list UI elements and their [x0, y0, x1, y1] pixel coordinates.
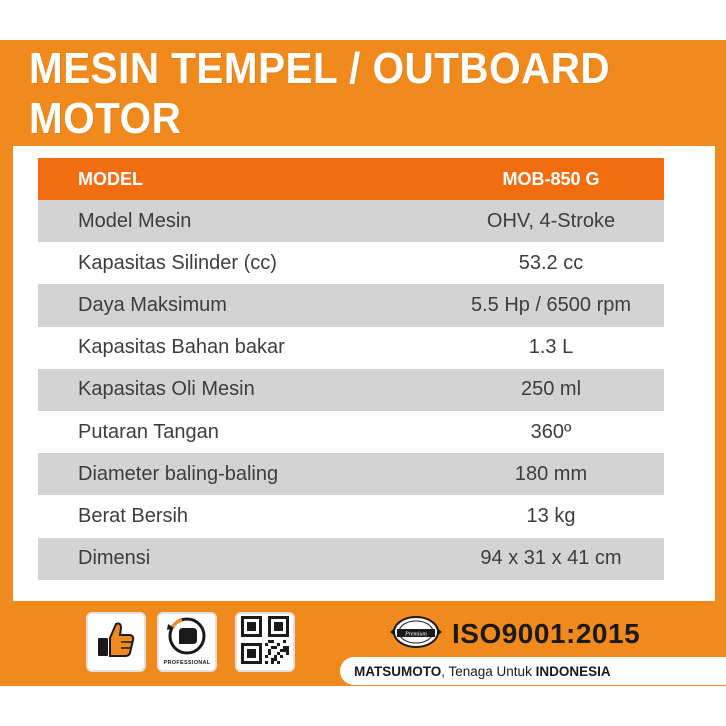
qr-code-badge [235, 612, 295, 672]
tagline-text: , Tenaga Untuk [441, 663, 536, 679]
table-row [38, 327, 664, 369]
certified-seal-icon [388, 614, 444, 655]
row-value: 53.2 cc [518, 251, 584, 274]
row-value: 360º [530, 420, 572, 443]
page-title: MESIN TEMPEL / OUTBOARD MOTOR [29, 44, 611, 143]
thumbs-up-icon [94, 618, 138, 667]
professional-label: PROFESSIONAL [163, 660, 211, 666]
row-label: Kapasitas Silinder (cc) [78, 251, 277, 274]
svg-text:Premium: Premium [405, 631, 427, 637]
spec-table [38, 158, 664, 580]
header-label: MODEL [78, 168, 143, 189]
row-label: Putaran Tangan [78, 420, 219, 443]
table-row [38, 369, 664, 411]
table-row [38, 284, 664, 326]
professional-badge [157, 612, 217, 672]
row-value: OHV, 4-Stroke [486, 209, 616, 232]
table-row [38, 411, 664, 453]
row-value: 1.3 L [528, 336, 574, 359]
iso-certification [388, 614, 688, 654]
row-label: Kapasitas Bahan bakar [78, 336, 285, 359]
row-label: Diameter baling-baling [78, 462, 279, 485]
table-row [38, 200, 664, 242]
table-row [38, 495, 664, 537]
header-value: MOB-850 G [502, 168, 600, 189]
row-value: 13 kg [526, 504, 576, 527]
country-name: INDONESIA [535, 663, 611, 679]
row-label: Model Mesin [78, 209, 192, 232]
table-row [38, 242, 664, 284]
qr-code-icon [241, 616, 289, 669]
brand-name: MATSUMOTO [354, 663, 442, 679]
row-value: 5.5 Hp / 6500 rpm [470, 293, 632, 316]
footer-tagline [340, 657, 726, 685]
row-label: Berat Bersih [78, 504, 189, 527]
thumbs-up-badge [86, 612, 146, 672]
row-label: Dimensi [78, 547, 151, 570]
table-row [38, 538, 664, 580]
iso-label: ISO9001:2015 [452, 618, 641, 649]
spec-rows [38, 200, 664, 580]
spec-header-row [38, 158, 664, 200]
row-value: 250 ml [520, 378, 582, 401]
row-label: Daya Maksimum [78, 293, 227, 316]
table-row [38, 453, 664, 495]
row-value: 94 x 31 x 41 cm [480, 547, 622, 570]
row-value: 180 mm [514, 462, 588, 485]
row-label: Kapasitas Oli Mesin [78, 378, 255, 401]
